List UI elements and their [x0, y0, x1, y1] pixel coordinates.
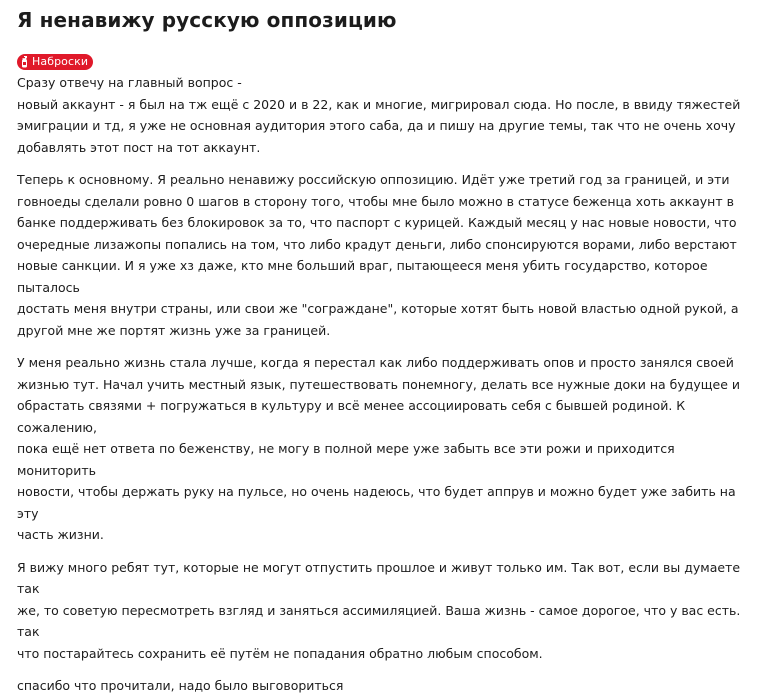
post-body-line: обрастать связями + погружаться в культуру и всё менее ассоциировать себя с бывшей родиной. К сожалению,: [17, 398, 686, 435]
post-paragraph-3: [17, 352, 752, 546]
post-title: Я ненавижу русскую оппозицию: [17, 8, 397, 32]
post-body-line: очередные лизажопы попались на том, что либо крадут деньги, либо спонсируются ворами, либо верстают: [17, 236, 737, 252]
post-paragraph-1: [17, 72, 752, 158]
post-flair-label: Наброски: [32, 55, 89, 68]
post-body-line: спасибо что прочитали, надо было выговориться: [17, 678, 344, 693]
post-paragraph-2: [17, 169, 752, 341]
post-body: [17, 72, 752, 697]
post-body-line: достать меня внутри страны, или свои же "сограждане", которые хотят быть новой властью одной рукой, а: [17, 301, 739, 316]
post-body-line: жизнью тут. Начал учить местный язык, путешествовать понемногу, делать все нужные доки на будущее и: [17, 376, 741, 392]
post-body-line: добавлять этот пост на тот аккаунт.: [17, 139, 261, 155]
post-body-line: же, то советую пересмотреть взгляд и заняться ассимиляцией. Ваша жизнь - самое дорогое, что у вас есть. так: [17, 602, 741, 639]
post-body-line: новости, чтобы держать руку на пульсе, но очень надеюсь, что будет аппрув и можно будет уже забить на эту: [17, 484, 736, 521]
post-body-line: что постарайтесь сохранить её путём не попадания обратно любым способом.: [17, 645, 543, 661]
post-body-line: Сразу отвечу на главный вопрос -: [17, 75, 242, 90]
post-body-line: другой мне же портят жизнь уже за границей.: [17, 322, 331, 338]
post-body-line: Теперь к основному. Я реально ненавижу российскую оппозицию. Идёт уже третий год за границей, и эти: [17, 172, 730, 187]
post-body-line: новые санкции. И я уже хз даже, кто мне больший враг, пытающееся меня убить государство, которое пыталось: [17, 258, 708, 295]
post: [17, 0, 752, 697]
post-body-line: пока ещё нет ответа по беженству, не могу в полной мере уже забыть все эти рожи и приходится мониторить: [17, 441, 675, 478]
post-body-line: часть жизни.: [17, 527, 104, 542]
fire-extinguisher-icon: [20, 56, 29, 68]
post-paragraph-5: [17, 675, 752, 697]
post-body-line: эмиграции и тд, я уже не основная аудитория этого саба, да и пишу на другие темы, так что не очень хочу: [17, 118, 736, 133]
post-paragraph-4: [17, 557, 752, 665]
post-flair[interactable]: [17, 54, 93, 70]
post-body-line: новый аккаунт - я был на тж ещё с 2020 и в 22, как и многие, мигрировал сюда. Но после, в ввиду тяжестей: [17, 96, 741, 112]
post-body-line: У меня реально жизнь стала лучше, когда я перестал как либо поддерживать опов и просто занялся своей: [17, 355, 734, 370]
post-body-line: банке поддерживать без блокировок за то, что паспорт с курицей. Каждый месяц у нас новые новости, что: [17, 215, 737, 230]
post-body-line: говноеды сделали ровно 0 шагов в сторону того, чтобы мне было можно в статусе беженца хоть аккаунт в: [17, 193, 734, 209]
post-body-line: Я вижу много ребят тут, которые не могут отпустить прошлое и живут только им. Так вот, если вы думаете так: [17, 559, 741, 596]
